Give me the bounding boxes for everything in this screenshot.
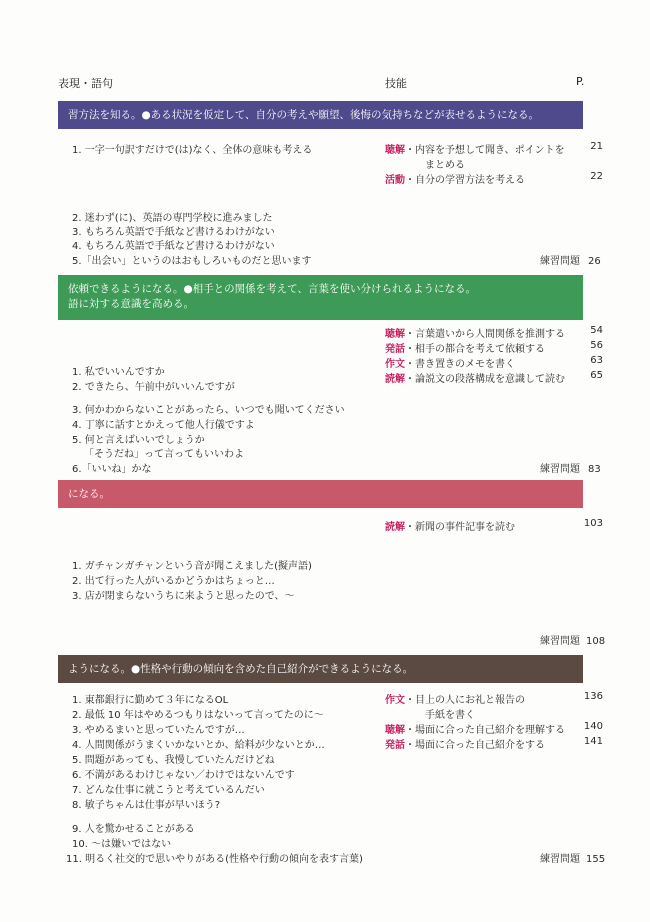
skill-label: 活動 [385,175,405,186]
skill-text: ・場面に合った自己紹介を理解する [405,725,565,736]
header-skills: 技能 [385,77,407,90]
s2-skill-1-page: 54 [590,325,603,336]
skill-label: 作文 [385,695,405,706]
s2-skill-2 [385,340,545,355]
section-3-goal: になる。 [68,488,110,500]
s4-expression-2: 2. 最低 10 年はやめるつもりはないって言ってたのに～ [72,710,324,721]
practice-page: 83 [588,464,601,475]
s1-expression-5: 5.「出会い」というのはおもしろいものだと思います [72,256,312,267]
practice-label: 練習問題 [540,636,580,647]
skill-text: ・相手の都合を考えて依頼する [405,344,545,355]
practice-page: 155 [586,854,606,865]
section-2-goal-line1: 依頼できるようになる。●相手との関係を考えて、言葉を使い分けられるようになる。 [68,283,476,295]
skill-label: 発話 [385,344,405,355]
section-1-goal: 習方法を知る。●ある状況を仮定して、自分の考えや願望、後悔の気持ちなどが表せるようになる。 [68,109,539,121]
skill-label: 聴解 [385,145,405,156]
s4-expression-9: 9. 人を驚かせることがある [72,824,195,835]
s3-expression-3: 3. 店が閉まらないうちに来ようと思ったので、～ [72,591,295,602]
header-expressions: 表現・語句 [58,77,113,90]
s2-skill-3-page: 63 [590,355,603,366]
s2-skill-4-page: 65 [590,370,603,381]
s4-expression-7: 7. どんな仕事に就こうと考えているんだい [72,785,265,796]
s2-skill-1 [385,325,565,340]
skill-label: 聴解 [385,329,405,340]
section-4-band [58,655,583,683]
s2-skill-2-page: 56 [590,340,603,351]
s4-skill-3-page: 141 [583,736,603,747]
s2-expression-6: 6.「いいね」かな [72,464,152,475]
s2-skill-4 [385,370,565,385]
skill-text: ・言葉遣いから人間関係を推測する [405,329,565,340]
section-4-goal: ようになる。●性格や行動の傾向を含めた自己紹介ができるようになる。 [68,663,414,675]
s4-skill-1 [385,691,525,706]
s3-expression-2: 2. 出て行った人がいるかどうかはちょっと… [72,576,275,587]
s2-expression-5: 5. 何と言えばいいでしょうか [72,435,205,446]
skill-label: 作文 [385,359,405,370]
s2-practice [540,460,601,475]
section-2-band [58,275,583,320]
s1-expression-4: 4. もちろん英語で手紙など書けるわけがない [72,241,275,252]
skill-text: ・目上の人にお礼と報告の [405,695,525,706]
s4-skill-3 [385,736,545,751]
s1-skill-1 [385,141,565,156]
s2-expression-4: 4. 丁寧に話すとかえって他人行儀ですよ [72,420,255,431]
s4-expression-1: 1. 東都銀行に勤めて３年になるOL [72,695,229,706]
s4-skill-1-page: 136 [583,691,603,702]
skill-label: 聴解 [385,725,405,736]
s1-expression-3: 3. もちろん英語で手紙など書けるわけがない [72,227,275,238]
s1-skill-1-cont: まとめる [425,160,465,171]
skill-text: ・新聞の事件記事を読む [405,522,515,533]
s4-expression-3: 3. やめるまいと思っていたんですが… [72,725,245,736]
header-page: P. [576,75,585,88]
s2-expression-5b: 「そうだね」って言ってもいいわよ [84,449,244,460]
skill-label: 発話 [385,740,405,751]
s4-expression-8: 8. 敏子ちゃんは仕事が早いほう? [72,800,221,811]
section-2-goal-line2: 語に対する意識を高める。 [68,298,194,310]
section-3-band [58,480,583,508]
skill-label: 読解 [385,374,405,385]
s1-expression-1: 1. 一字一句訳すだけで(は)なく、全体の意味も考える [72,145,313,156]
practice-label: 練習問題 [540,464,580,475]
practice-label: 練習問題 [540,854,580,865]
s3-skill-1-page: 103 [583,518,603,529]
s4-practice [540,850,605,865]
s1-practice [540,252,601,267]
skill-text: ・書き置きのメモを書く [405,359,515,370]
s4-skill-2-page: 140 [583,721,603,732]
s2-expression-1: 1. 私でいいんですか [72,367,165,378]
s4-skill-1-cont: 手紙を書く [425,710,475,721]
s4-skill-2 [385,721,565,736]
practice-page: 26 [588,256,601,267]
s4-expression-4: 4. 人間関係がうまくいかないとか、給料が少ないとか… [72,740,325,751]
s4-expression-11: 11. 明るく社交的で思いやりがある(性格や行動の傾向を表す言葉) [66,854,363,865]
s2-skill-3 [385,355,515,370]
s3-practice [540,632,605,647]
s4-expression-10: 10. ～は嫌いではない [72,839,172,850]
skill-text: ・自分の学習方法を考える [405,175,525,186]
practice-page: 108 [586,636,606,647]
skill-label: 読解 [385,522,405,533]
s1-skill-1-page: 21 [590,141,603,152]
skill-text: ・場面に合った自己紹介をする [405,740,545,751]
practice-label: 練習問題 [540,256,580,267]
s2-expression-2: 2. できたら、午前中がいいんですが [72,382,235,393]
s1-expression-2: 2. 迷わず(に)、英語の専門学校に進みました [72,213,273,224]
s1-skill-2-page: 22 [590,171,603,182]
s4-expression-6: 6. 不満があるわけじゃない／わけではないんです [72,770,295,781]
s3-skill-1 [385,518,515,533]
section-1-band [58,101,583,129]
skill-text: ・論説文の段落構成を意識して読む [405,374,565,385]
skill-text: ・内容を予想して聞き、ポイントを [405,145,565,156]
s1-skill-2 [385,171,525,186]
s2-expression-3: 3. 何かわからないことがあったら、いつでも聞いてください [72,405,345,416]
s4-expression-5: 5. 問題があっても、我慢していたんだけどね [72,755,275,766]
s3-expression-1: 1. ガチャンガチャンという音が聞こえました(擬声語) [72,561,312,572]
